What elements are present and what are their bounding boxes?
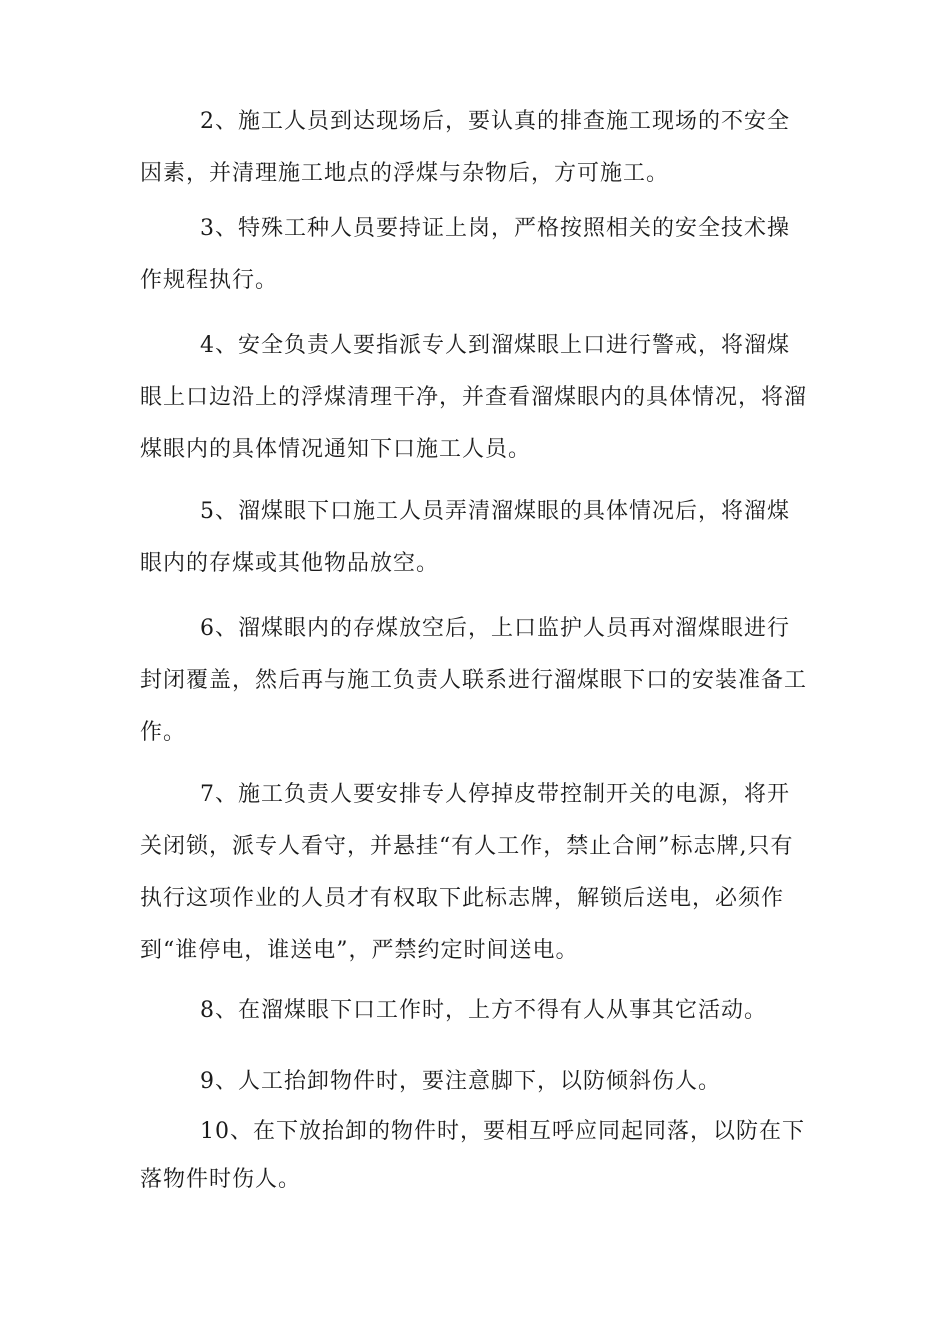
paragraph-item-8: 8、在溜煤眼下口工作时，上方不得有人从事其它活动。 bbox=[200, 998, 767, 1023]
paragraph-item-3: 3、特殊工种人员要持证上岗，严格按照相关的安全技术操作规程执行。 bbox=[140, 216, 790, 293]
paragraph-item-9: 9、人工抬卸物件时，要注意脚下，以防倾斜伤人。 bbox=[200, 1069, 721, 1094]
paragraph-item-6: 6、溜煤眼内的存煤放空后，上口监护人员再对溜煤眼进行封闭覆盖，然后再与施工负责人联系进行溜煤眼下口的安装准备工作。 bbox=[140, 616, 808, 745]
paragraph-item-4: 4、安全负责人要指派专人到溜煤眼上口进行警戒，将溜煤眼上口边沿上的浮煤清理干净，并查看溜煤眼内的具体情况，将溜煤眼内的具体情况通知下口施工人员。 bbox=[140, 333, 808, 462]
paragraph-item-10: 10、在下放抬卸的物件时，要相互呼应同起同落，以防在下落物件时伤人。 bbox=[140, 1119, 805, 1192]
paragraph-item-2: 2、施工人员到达现场后，要认真的排查施工现场的不安全因素，并清理施工地点的浮煤与杂物后，方可施工。 bbox=[140, 109, 790, 186]
paragraph-item-5: 5、溜煤眼下口施工人员弄清溜煤眼的具体情况后，将溜煤眼内的存煤或其他物品放空。 bbox=[140, 499, 790, 576]
paragraph-item-7: 7、施工负责人要安排专人停掉皮带控制开关的电源，将开关闭锁，派专人看守，并悬挂“有人工作，禁止合闸”标志牌,只有执行这项作业的人员才有权取下此标志牌，解锁后送电，必须作到“谁停电，谁送电”，严禁约定时间送电。 bbox=[140, 782, 794, 963]
